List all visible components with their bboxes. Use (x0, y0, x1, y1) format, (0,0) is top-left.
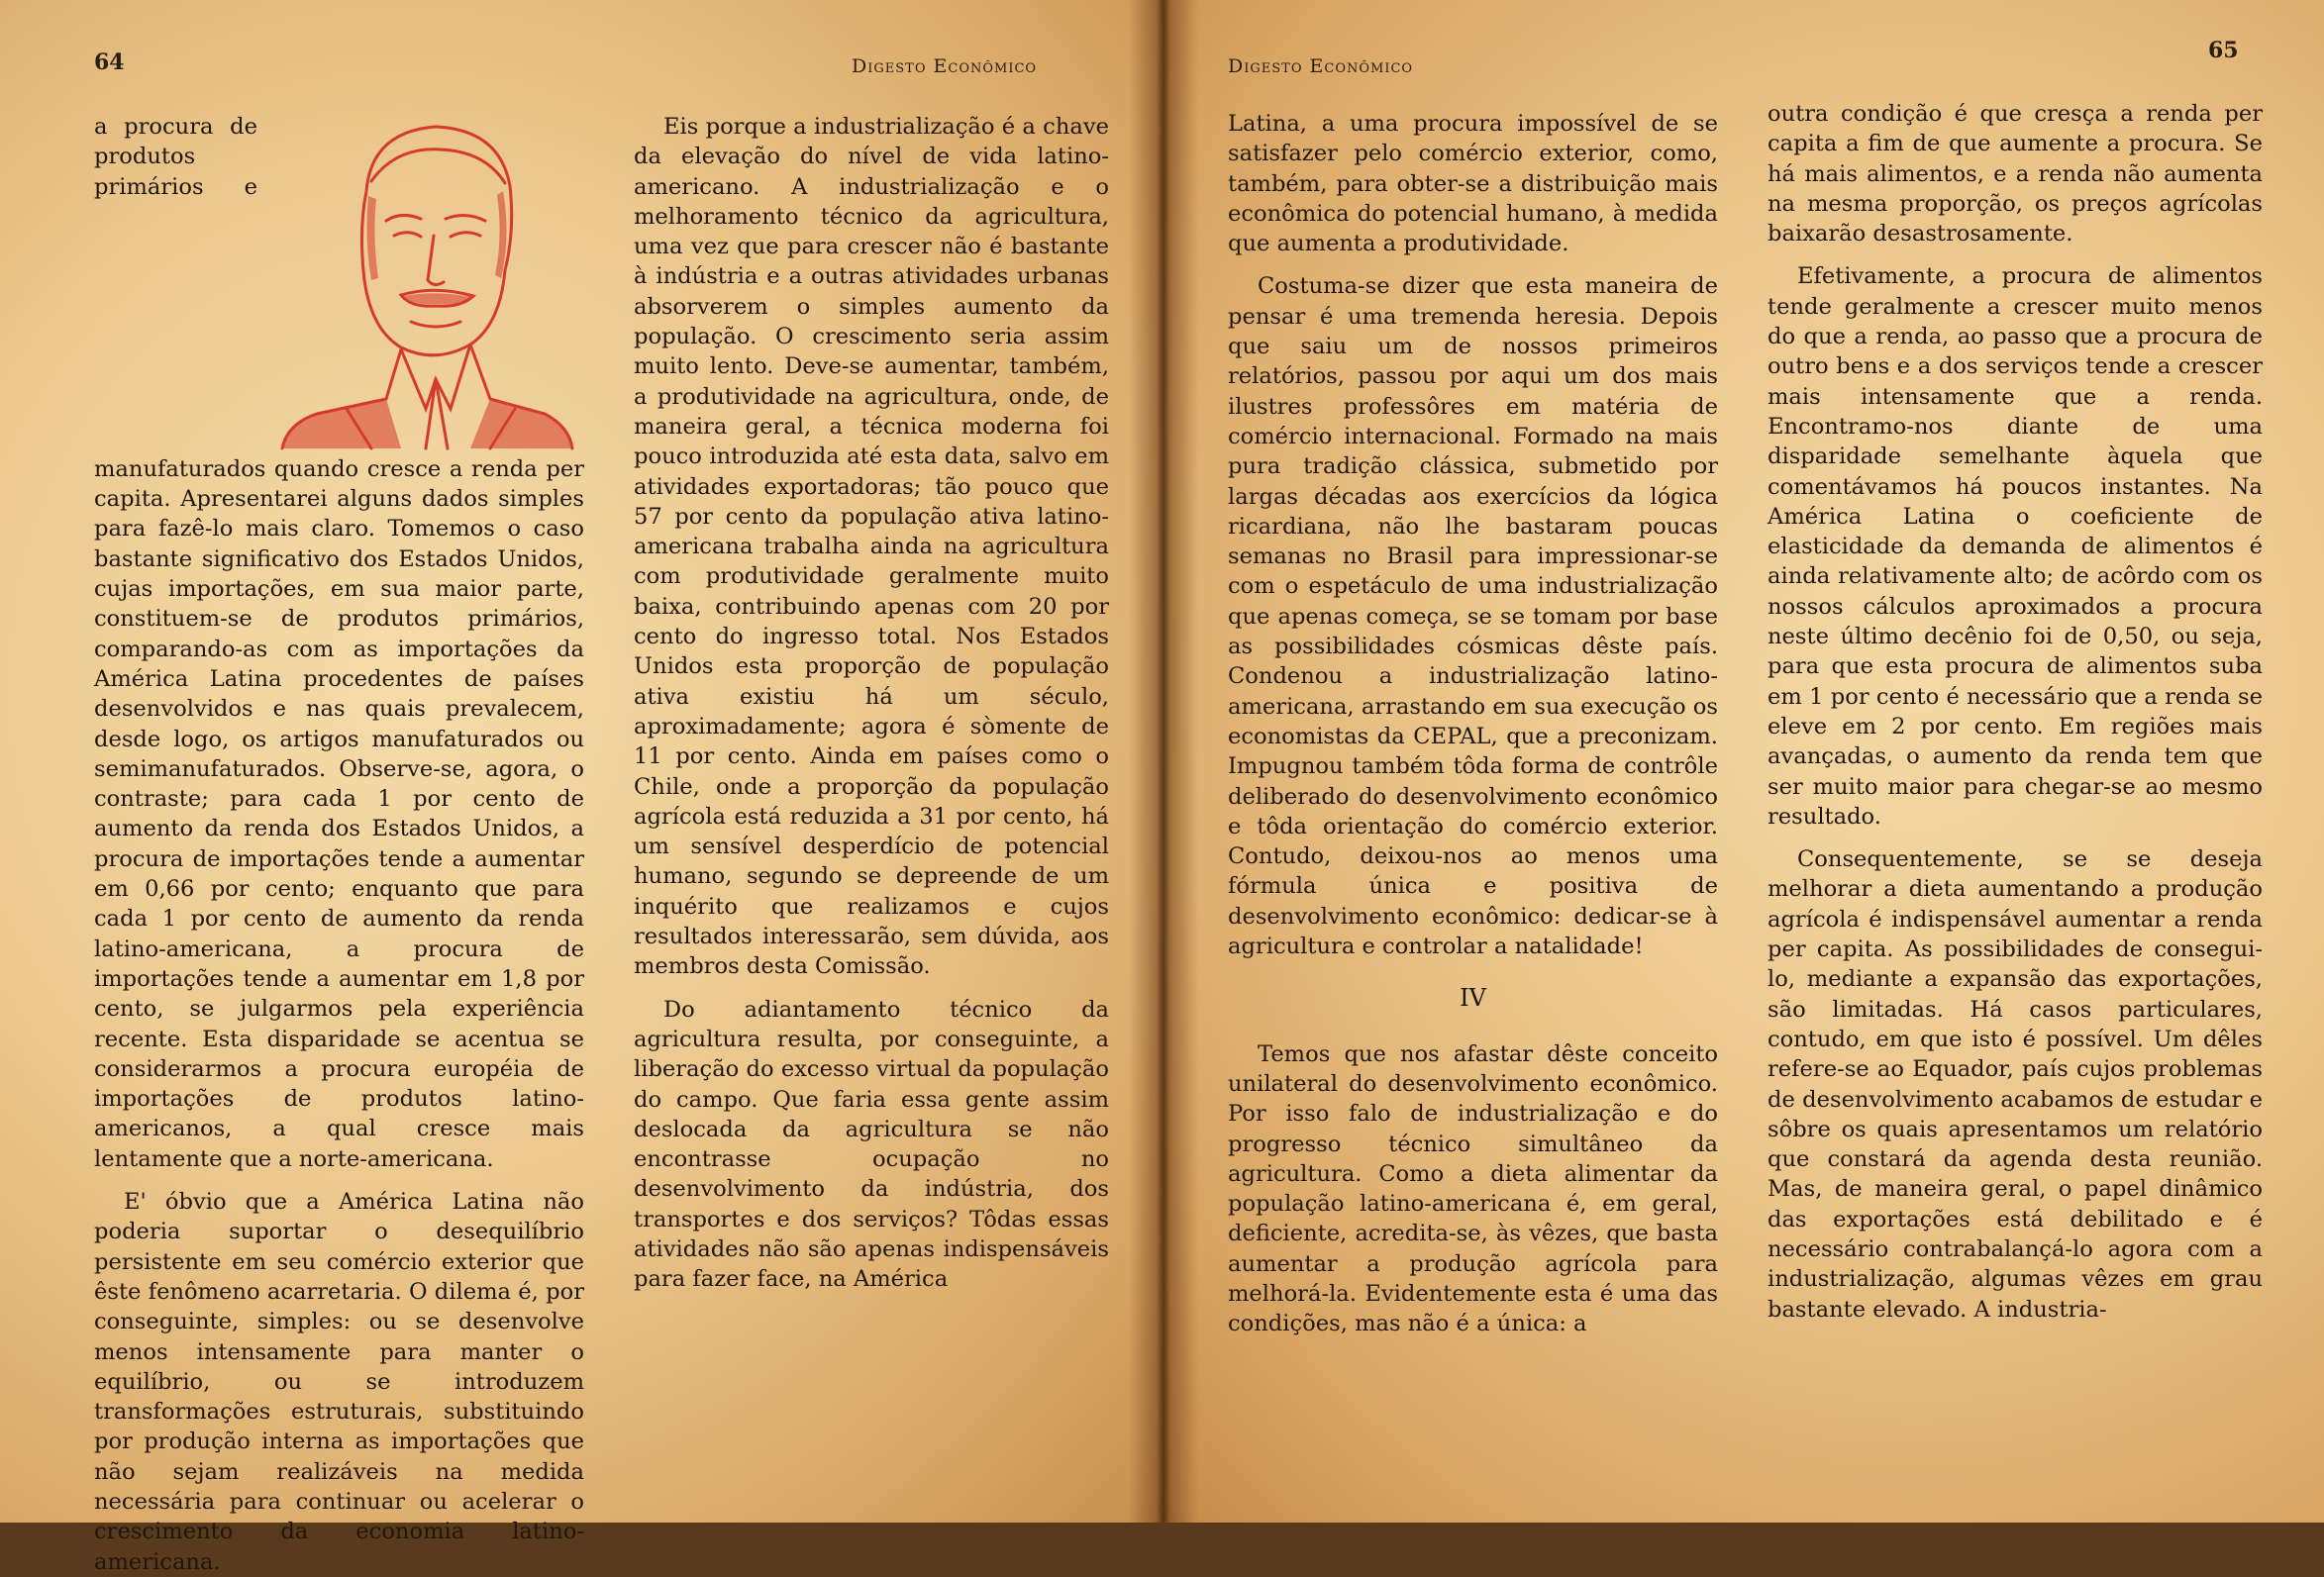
left-col1-paragraph-2: E' óbvio que a América Latina não poderia suportar o desequilíbrio persistente em seu comércio exterior que êste fenômeno acarretaria. O dilema é, por conseguinte, simples: ou se desenvolve menos intensamente para manter o equilíbrio, ou se introduzem transformações estruturais, substituindo por produção interna as importações que não sejam realizáveis na medida necessária para continuar ou acelerar o crescimento da economia latino-americana. (94, 1189, 584, 1575)
left-page-column-2 (634, 112, 1109, 1295)
right-col2-paragraph-2: Efetivamente, a procura de alimentos tende geralmente a crescer muito menos do que a renda, ao passo que a procura de outro bens e a dos serviços tende a crescer mais intensamente que a renda. Encontramo-nos diante de uma disparidade semelhante àquela que comentávamos há poucos instantes. Na América Latina o coeficiente de elasticidade da demanda de alimentos é ainda relativamente alto; de acôrdo com os nossos cálculos aproximados a procura neste último decênio foi de 0,50, ou seja, para que esta procura de alimentos suba em 1 por cento é necessário que a renda se eleve em 2 por cento. Em regiões mais avançadas, o aumento da renda tem que ser muito maior para chegar-se ao mesmo resultado. (1768, 263, 2263, 830)
right-col2-paragraph-1: outra condição é que cresça a renda per capita a fim de que aumente a procura. Se há mais alimentos, e a renda não aumenta na mesma proporção, os preços agrícolas baixarão desastrosamente. (1768, 101, 2263, 247)
section-heading-iv: IV (1460, 984, 1486, 1013)
left-page (0, 0, 1159, 1575)
page-number-left: 64 (94, 49, 125, 75)
left-col1-paragraph-1: a procura de produtos primários e manufaturados quando cresce a renda per capita. Apresentarei alguns dados simples para fazê-lo mais claro. Tomemos o caso bastante significativo dos Estados Unidos, cujas importações, em sua maior parte, constituem-se de produtos primários, comparando-as com as importações da América Latina procedentes de países desenvolvidos e nas quais prevalecem, desde logo, os artigos manufaturados ou semimanufaturados. Observe-se, agora, o contraste; para cada 1 por cento de aumento da renda dos Estados Unidos, a procura de importações tende a aumentar em 0,66 por cento; enquanto que para cada 1 por cento de aumento da renda latino-americana, a procura de importações tende a aumentar em 1,8 por cento, se julgarmos pela experiência recente. Esta disparidade se acentua se considerarmos a procura européia de importações de produtos latino-americanos, a qual cresce mais lentamente que a norte-americana. (94, 114, 584, 1172)
right-page-column-2 (1768, 99, 2263, 1325)
right-page (1159, 0, 2324, 1523)
right-page-column-1 (1228, 109, 1718, 1339)
right-col1-paragraph-3: Temos que nos afastar dêste conceito unilateral do desenvolvimento econômico. Por isso falo de industrialização e do progresso técnico simultâneo da agricultura. Como a dieta alimentar da população latino-americana é, em geral, deficiente, acredita-se, às vêzes, que basta aumentar a produção agrícola para melhorá-la. Evidentemente esta é uma das condições, mas não é a única: a (1228, 1040, 1718, 1337)
right-col2-paragraph-3: Consequentemente, se se deseja melhorar a dieta aumentando a produção agrícola é indispensável aumentar a renda per capita. As possibilidades de consegui-lo, mediante a expansão das exportações, são limitadas. Há casos particulares, contudo, em que isto é possível. Um dêles refere-se ao Equador, país cujos problemas de desenvolvimento acabamos de estudar e sôbre os quais apresentamos um relatório que constará da agenda desta reunião. Mas, de maneira geral, o papel dinâmico das exportações está debilitado e é necessário contrabalançá-lo agora com a industrialização, algumas vêzes em grau bastante elevado. A industria- (1768, 846, 2263, 1323)
page-number-right: 65 (2208, 38, 2239, 63)
portrait-illustration (277, 112, 574, 448)
left-col2-paragraph-1: Eis porque a industrialização é a chave da elevação do nível de vida latino-americano. A industrialização e o melhoramento técnico da agricultura, uma vez que para crescer não é bastante à indústria e a outras atividades urbanas absorverem o simples aumento da população. O crescimento seria assim muito lento. Deve-se aumentar, também, a produtividade na agricultura, onde, de maneira geral, a técnica moderna foi pouco introduzida até esta data, salvo em atividades exportadoras; tão pouco que 57 por cento da população ativa latino-americana trabalha ainda na agricultura com produtividade geralmente muito baixa, contribuindo apenas com 20 por cento do ingresso total. Nos Estados Unidos esta proporção de população ativa existiu há um século, aproximadamente; agora é sòmente de 11 por cento. Ainda em países como o Chile, onde a proporção da população agrícola está reduzida a 31 por cento, há um sensível desperdício de potencial humano, segundo se depreende de um inquérito que realizamos e cujos resultados interessarão, sem dúvida, aos membros desta Comissão. (634, 114, 1109, 980)
portrait-float (257, 112, 584, 453)
right-col1-paragraph-1: Latina, a uma procura impossível de se satisfazer pelo comércio exterior, como, também, para obter-se a distribuição mais econômica do potencial humano, à medida que aumenta a produtividade. (1228, 111, 1718, 257)
running-head-left: Digesto Econômico (852, 55, 1038, 77)
running-head-right: Digesto Econômico (1228, 55, 1414, 77)
left-page-column-1 (94, 112, 584, 1577)
right-col1-paragraph-2: Costuma-se dizer que esta maneira de pensar é uma tremenda heresia. Depois que saiu um de nossos primeiros relatórios, passou por aqui um dos mais ilustres professôres em matéria de comércio internacional. Formado na mais pura tradição clássica, submetido por largas décadas aos exercícios da lógica ricardiana, não lhe bastaram poucas semanas no Brasil para impressionar-se com o espetáculo de uma industrialização que apenas começa, se se tomam por base as possibilidades cósmicas dêste país. Condenou a industrialização latino-americana, arrastando em sua execução os economistas da CEPAL, que a preconizam. Impugnou também tôda forma de contrôle deliberado do desenvolvimento econômico e tôda orientação do comércio exterior. Contudo, deixou-nos ao menos uma fórmula única e positiva de desenvolvimento econômico: dedicar-se à agricultura e controlar a natalidade! (1228, 273, 1718, 960)
book-gutter (1129, 0, 1198, 1523)
left-col2-paragraph-2: Do adiantamento técnico da agricultura resulta, por conseguinte, a liberação do excesso virtual da população do campo. Que faria essa gente assim deslocada da agricultura se não encontrasse ocupação no desenvolvimento da indústria, dos transportes e dos serviços? Tôdas essas atividades não são apenas indispensáveis para fazer face, na América (634, 996, 1109, 1293)
